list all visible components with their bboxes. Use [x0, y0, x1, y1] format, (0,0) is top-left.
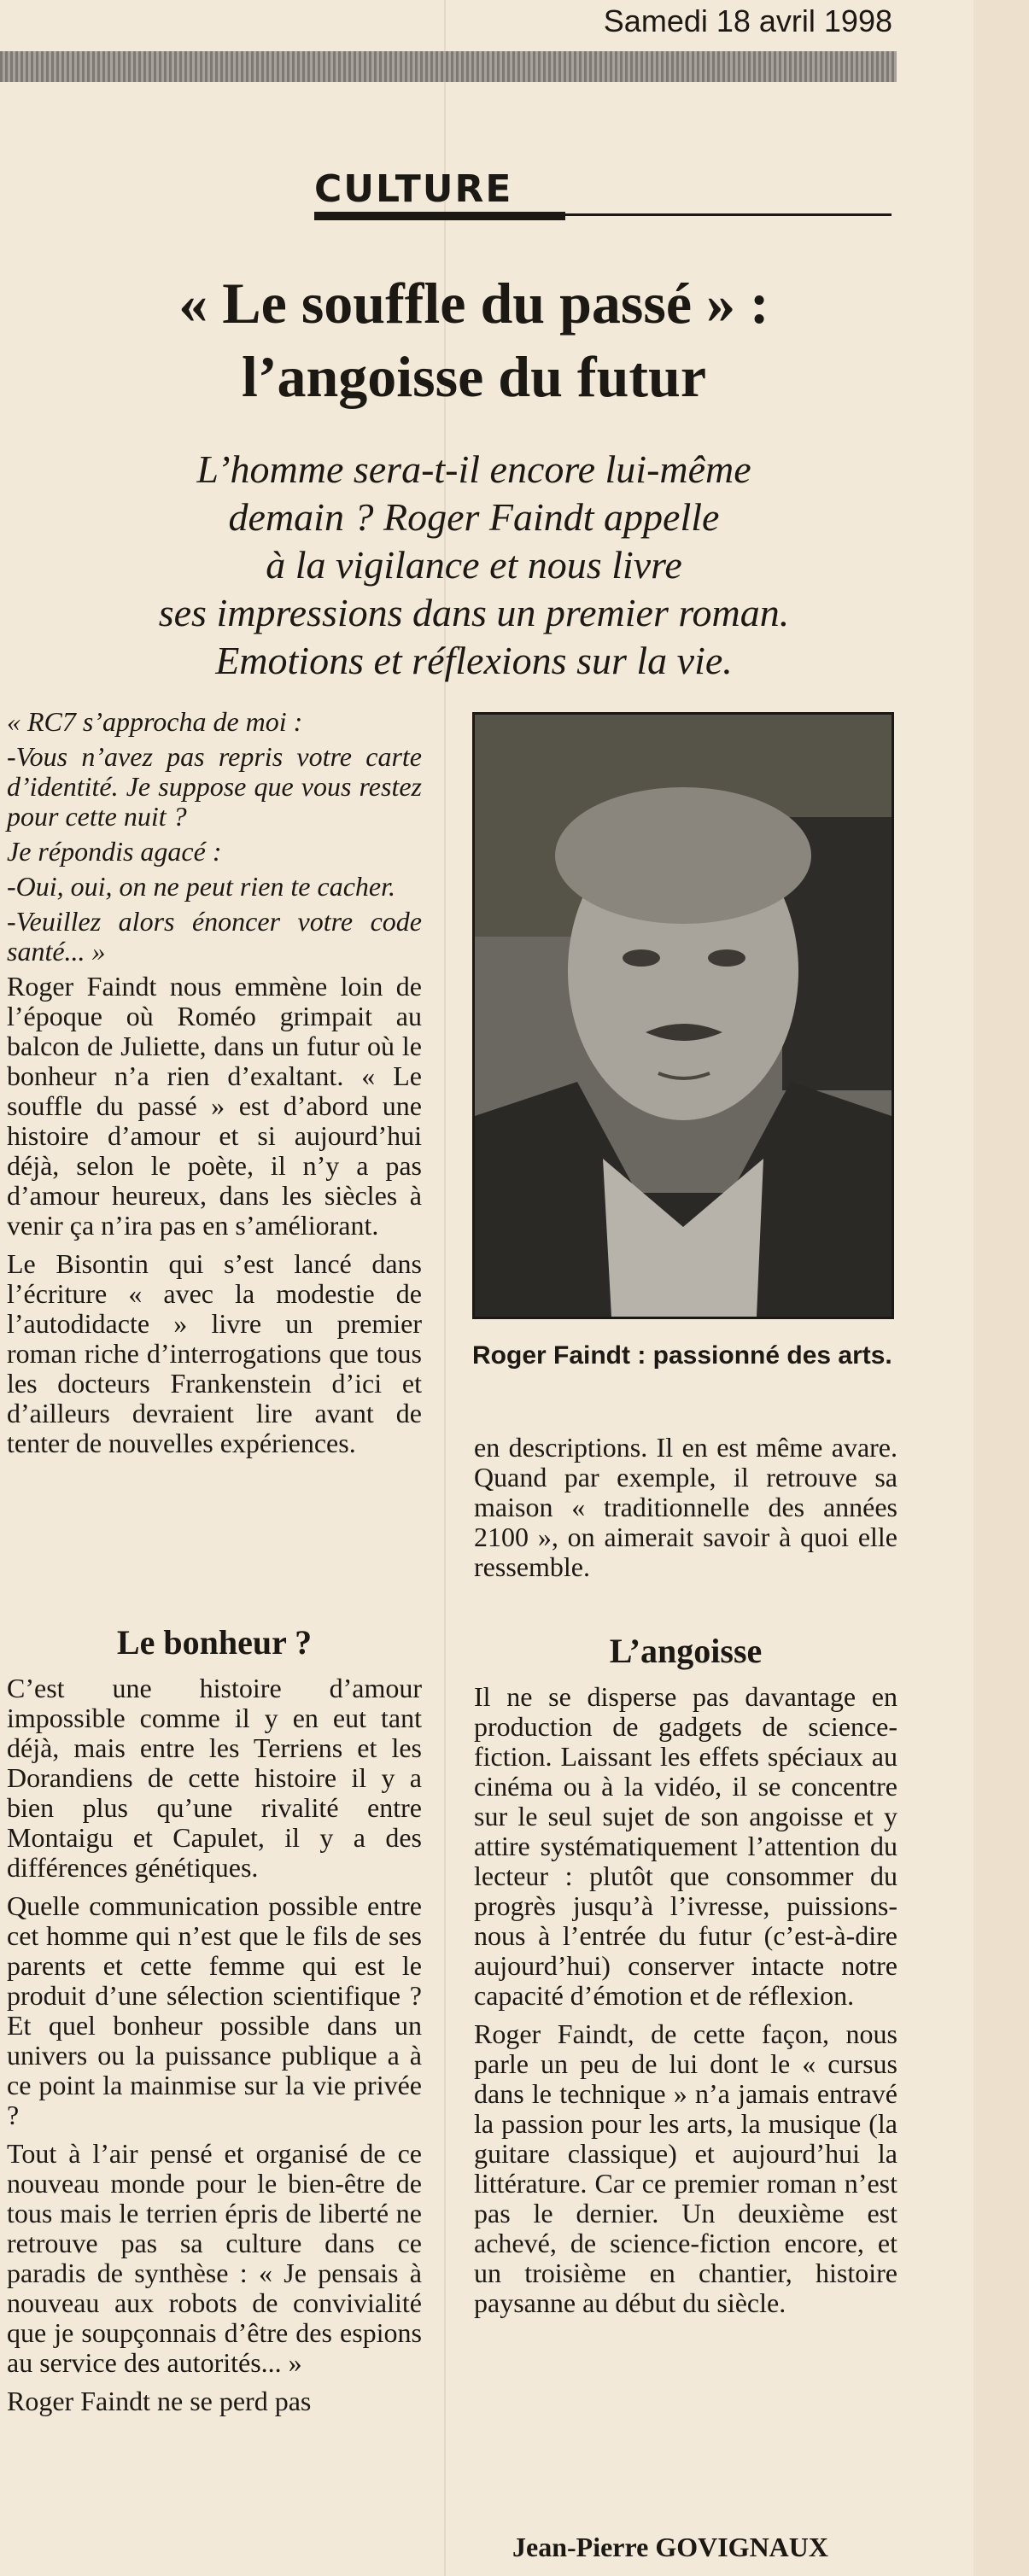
- photo-caption: Roger Faindt : passionné des arts.: [472, 1341, 892, 1370]
- standfirst-line: ses impressions dans un premier roman.: [158, 591, 790, 634]
- standfirst-line: Emotions et réflexions sur la vie.: [215, 639, 733, 682]
- paragraph: Roger Faindt, de cette façon, nous parle un peu de lui dont le « cursus dans le technique » n’a jamais entravé la passion pour les arts, la musique (la guitare classique) et aujourd’hui la littérature. Car ce premier roman n’est pas le dernier. Un deuxième est achevé, de science-fiction encore, et un troisième en chantier, histoire paysanne au début du siècle.: [474, 2018, 897, 2318]
- header-band: [0, 51, 897, 82]
- paragraph: C’est une histoire d’amour impossible comme il y en eut tant déjà, mais entre les Terriens et les Dorandiens de cette histoire il y a bien plus qu’une rivalité entre Montaigu et Capulet, il y a des différences génétiques.: [7, 1673, 422, 1883]
- paragraph: -Vous n’avez pas repris votre carte d’identité. Je suppose que vous restez pour cette nuit ?: [7, 741, 422, 832]
- column-2: [474, 1433, 897, 1591]
- standfirst-line: L’homme sera-t-il encore lui-même: [196, 447, 751, 491]
- paragraph: -Oui, oui, on ne peut rien te cacher.: [7, 871, 395, 902]
- column-1: [7, 707, 422, 1467]
- paragraph: Il ne se disperse pas davantage en production de gadgets de science-fiction. Laissant les effets spéciaux au cinéma ou à la vidéo, il se concentre sur le seul sujet de son angoisse et y attire systématiquement l’attention du lecteur : plutôt que consommer du progrès jusqu’à l’ivresse, puissions-nous à l’entrée du futur (c’est-à-dire aujourd’hui) conserver intacte notre capacité d’émotion et de réflexion.: [474, 1681, 897, 2011]
- headline: [0, 266, 948, 413]
- column-2-continued: [474, 1682, 897, 2327]
- subheading: Le bonheur ?: [116, 1623, 313, 1662]
- author-photo: [472, 712, 894, 1319]
- section-rule-accent: [314, 212, 565, 220]
- standfirst: [0, 446, 948, 685]
- headline-line-1: « Le souffle du passé » :: [178, 271, 769, 336]
- paragraph: Je répondis agacé :: [7, 836, 222, 867]
- paragraph: Tout à l’air pensé et organisé de ce nouveau monde pour le bien-être de tous mais le terrien épris de liberté ne retrouve pas sa culture dans ce paradis de synthèse : « Je pensais à nouveau aux robots de convivialité que je soupçonnais d’être des espions au service des autorités... »: [7, 2138, 422, 2378]
- opening-excerpt: [7, 707, 422, 967]
- headline-line-2: l’angoisse du futur: [241, 344, 707, 409]
- standfirst-line: demain ? Roger Faindt appelle: [228, 495, 720, 539]
- column-1-continued: [7, 1674, 422, 2425]
- paragraph: Le Bisontin qui s’est lancé dans l’écriture « avec la modestie de l’autodidacte » livre un premier roman riche d’interrogations que tous les docteurs Frankenstein d’ici et d’ailleurs devraient lire avant de tenter de nouvelles expériences.: [7, 1248, 422, 1458]
- paragraph: en descriptions. Il en est même avare. Quand par exemple, il retrouve sa maison « traditionnelle des années 2100 », on aimerait savoir à quoi elle ressemble.: [474, 1432, 897, 1582]
- standfirst-line: à la vigilance et nous livre: [266, 543, 682, 587]
- paragraph: Quelle communication possible entre cet homme qui n’est que le fils de ses parents et cette femme qui est le produit d’une sélection scientifique ? Et quel bonheur possible dans un univers ou la puissance publique a à ce point la mainmise sur la vie privée ?: [7, 1890, 422, 2130]
- section-title: CULTURE: [314, 167, 513, 211]
- page-edge: [973, 0, 1029, 2576]
- paragraph: Roger Faindt nous emmène loin de l’époque où Roméo grimpait au balcon de Juliette, dans un futur où le bonheur n’a rien d’exaltant. « Le souffle du passé » est d’abord une histoire d’amour et si aujourd’hui déjà, selon le poète, il n’y a pas d’amour heureux, dans les siècles à venir ça n’ira pas en s’améliorant.: [7, 971, 422, 1241]
- author-signature: Jean-Pierre GOVIGNAUX: [512, 2532, 828, 2562]
- paragraph: Roger Faindt ne se perd pas: [7, 2386, 312, 2416]
- subheading: L’angoisse: [609, 1632, 763, 1670]
- paragraph: -Veuillez alors énoncer votre code santé... »: [7, 906, 422, 967]
- issue-date: Samedi 18 avril 1998: [603, 3, 892, 38]
- paragraph: « RC7 s’approcha de moi :: [7, 706, 303, 737]
